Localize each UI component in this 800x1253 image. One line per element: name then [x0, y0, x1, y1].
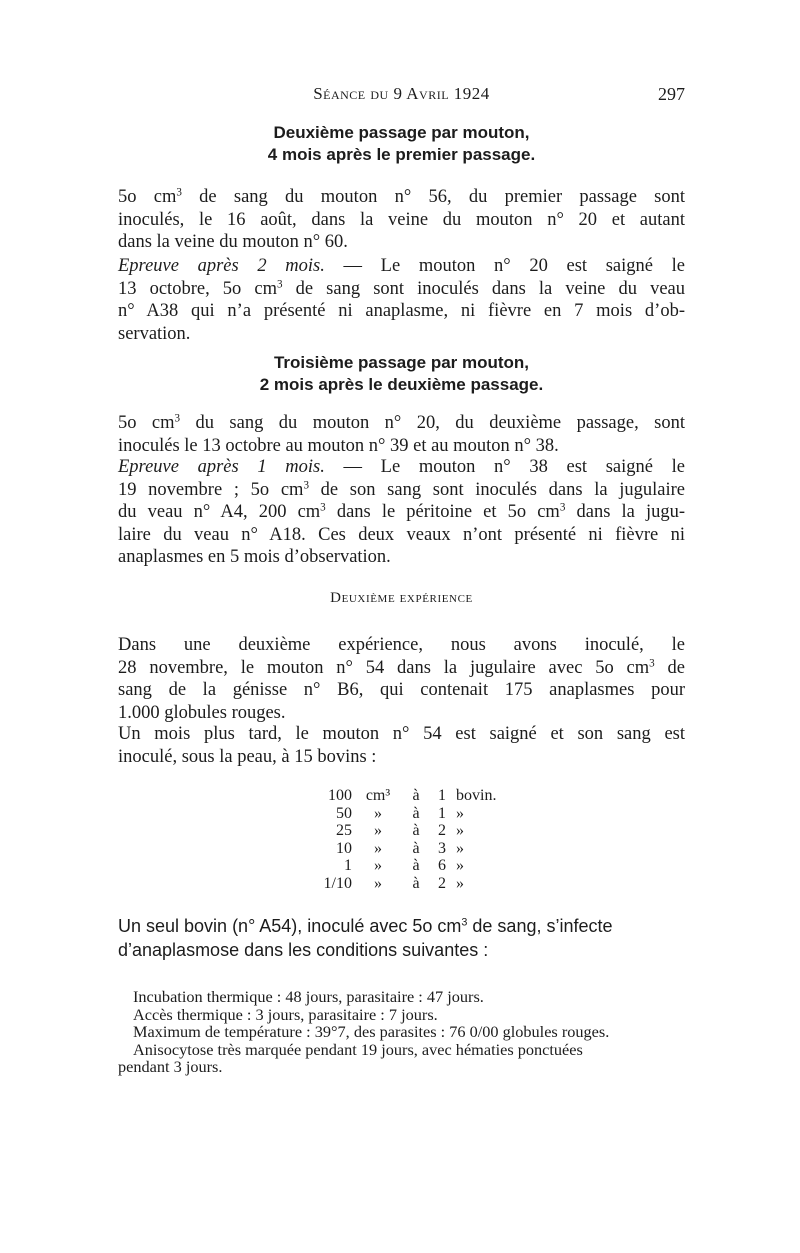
- dose-prep: à: [412, 804, 420, 822]
- dose-row: [305, 857, 499, 875]
- dose-amount: 25: [336, 822, 352, 839]
- text-line: Epreuve après 1 mois. — Le mouton n° 38 est saigné le: [118, 457, 685, 477]
- dose-count: 1: [438, 804, 446, 822]
- text-line: inoculé, sous la peau, à 15 bovins :: [118, 746, 377, 767]
- dose-prep: à: [412, 839, 420, 857]
- section-heading-second-passage: [118, 122, 685, 166]
- dose-word: bovin.: [456, 787, 497, 804]
- text-line: 5o $cm^3$ du sang du mouton n° 20, du deuxième passage, sont: [118, 412, 685, 433]
- heading-line: Deuxième passage par mouton,: [273, 123, 530, 142]
- note-line: Accès thermique : 3 jours, parasitaire : 7 jours.: [133, 1004, 438, 1024]
- dose-unit: »: [374, 822, 382, 839]
- dose-amount: 10: [336, 839, 352, 857]
- dose-word: »: [456, 804, 464, 822]
- dose-row: [305, 787, 499, 805]
- dose-prep: à: [412, 787, 420, 804]
- text-line: 1.000 globules rouges.: [118, 702, 286, 723]
- text-line: 19 novembre ; 5o $cm^3$ de son sang sont inoculés dans la jugulaire: [118, 478, 685, 500]
- dose-row: [305, 875, 499, 893]
- dose-count: 3: [438, 839, 446, 857]
- dose-word: »: [456, 822, 464, 839]
- text-line: laire du veau n° A18. Ces deux veaux n’ont présenté ni fièvre ni: [118, 524, 685, 545]
- text-line: sang de la génisse n° B6, qui contenait 175 anaplasmes pour: [118, 680, 685, 701]
- text-line: servation.: [118, 323, 191, 344]
- section-heading-third-passage: [118, 352, 685, 396]
- dose-row: [305, 840, 499, 858]
- text-line: d’anaplasmose dans les conditions suivantes :: [118, 940, 489, 960]
- paragraph: [118, 255, 685, 345]
- dose-prep: à: [412, 857, 420, 874]
- dose-unit: »: [374, 874, 382, 892]
- dose-unit: cm³: [365, 787, 391, 804]
- dose-count: 1: [438, 787, 446, 804]
- dose-amount: 1: [344, 857, 352, 874]
- dose-amount: 100: [328, 787, 352, 804]
- dose-word: »: [456, 874, 464, 892]
- dose-unit: »: [374, 804, 382, 822]
- dose-count: 2: [438, 874, 446, 892]
- experiment-title: Deuxième expérience: [330, 590, 473, 606]
- heading-line: Troisième passage par mouton,: [273, 353, 530, 372]
- dose-count: 2: [438, 822, 446, 839]
- note-line: Anisocytose très marquée pendant 19 jours, avec hématies ponctuées: [133, 1039, 583, 1059]
- dose-prep: à: [412, 822, 420, 839]
- text-line: Un seul bovin (n° A54), inoculé avec 5o $cm^3$ de sang, s’infecte: [118, 916, 613, 936]
- dose-row: [305, 822, 499, 840]
- dose-row: [305, 805, 499, 823]
- text-line: 13 octobre, 5o $cm^3$ de sang sont inoculés dans la veine du veau: [118, 277, 685, 299]
- heading-line: 2 mois après le deuxième passage.: [259, 375, 544, 394]
- text-line: 28 novembre, le mouton n° 54 dans la jugulaire avec 5o $cm^3$ de: [118, 656, 685, 678]
- result-paragraph: [118, 914, 688, 962]
- page-number: 297: [658, 84, 685, 104]
- note-line: Maximum de température : 39°7, des parasites : 76 0/00 globules rouges.: [133, 1022, 610, 1041]
- text-line: anaplasmes en 5 mois d’observation.: [118, 547, 391, 568]
- note-line: pendant 3 jours.: [118, 1057, 223, 1076]
- text-line: du veau n° A4, 200 $cm^3$ dans le péritoine et 5o $cm^3$ dans la jugu-: [118, 501, 686, 523]
- paragraph: [118, 456, 685, 569]
- running-head: [118, 84, 685, 110]
- note-line: Incubation thermique : 48 jours, parasitaire : 47 jours.: [133, 987, 484, 1006]
- paragraph: [118, 186, 685, 254]
- dose-amount: 50: [336, 804, 352, 822]
- text-line: Epreuve après 2 mois. — Le mouton n° 20 est saigné le: [118, 256, 685, 276]
- dose-unit: »: [374, 857, 382, 874]
- text-line: 5o $cm^3$ de sang du mouton n° 56, du premier passage sont: [118, 186, 685, 207]
- paragraph: [118, 723, 685, 768]
- text-line: inoculés le 13 octobre au mouton n° 39 et au mouton n° 38.: [118, 435, 559, 456]
- dose-word: »: [456, 839, 464, 857]
- dose-prep: à: [412, 874, 420, 892]
- dose-unit: »: [374, 839, 382, 857]
- text-line: inoculés, le 16 août, dans la veine du mouton n° 20 et autant: [118, 209, 685, 230]
- dose-table: [305, 787, 499, 892]
- dose-count: 6: [438, 857, 446, 874]
- text-line: dans la veine du mouton n° 60.: [118, 232, 348, 253]
- dose-amount: 1/10: [323, 874, 352, 892]
- text-line: Un mois plus tard, le mouton n° 54 est saigné et son sang est: [118, 724, 685, 744]
- paragraph: [118, 412, 685, 457]
- heading-line: 4 mois après le premier passage.: [267, 145, 536, 164]
- text-line: Dans une deuxième expérience, nous avons inoculé, le: [118, 635, 685, 655]
- paragraph: [118, 634, 685, 724]
- running-title: Séance du 9 Avril 1924: [313, 84, 490, 103]
- text-line: n° A38 qui n’a présenté ni anaplasme, ni fièvre en 7 mois d’ob-: [118, 301, 685, 322]
- notes-block: [118, 987, 688, 1076]
- dose-word: »: [456, 857, 464, 874]
